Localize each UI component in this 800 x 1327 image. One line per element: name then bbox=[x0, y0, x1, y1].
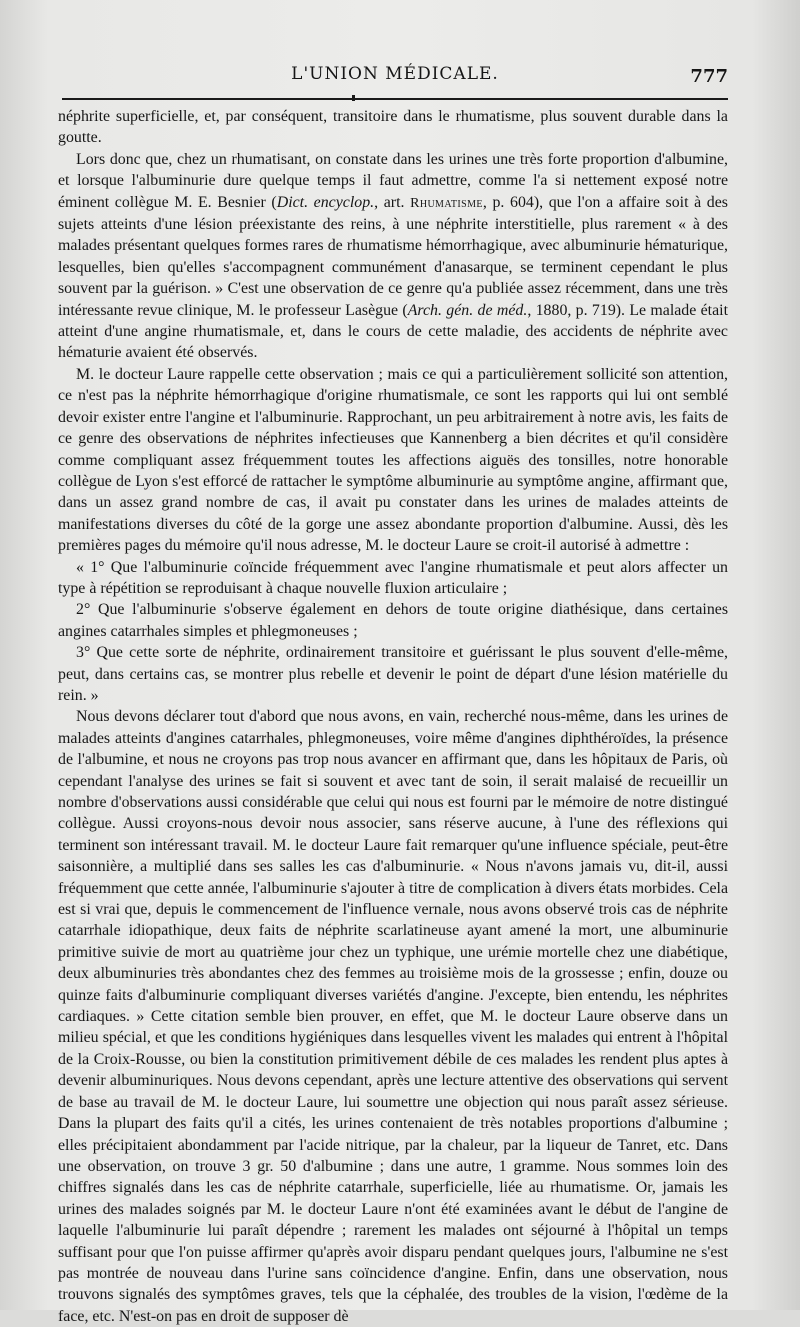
paragraph-besnier bbox=[58, 149, 728, 364]
page-number: 777 bbox=[690, 66, 728, 87]
text-run: Lors donc que, chez un rhumatisant, on constate dans les urines une très forte proportion d'albumine, et lorsque l'albuminurie dure quelque temps il faut admettre, comme l'a si nettement exposé notre éminent collègue M. E. Besnier ( bbox=[58, 150, 728, 211]
text-run: , p. 604), que l'on a affaire soit à des sujets atteints d'une lésion préexistante des reins, à une néphrite interstitielle, plus rarement « à des malades présentant quelques formes rares de rhumatisme hémorrhagique, avec albuminurie hématurique, lesquelles, bien qu'elles s'accompagnent communément d'anasarque, se terminent cependant le plus souvent par la guérison. » C'est une observation de ce genre qu'a publiée assez récemment, dans une très intéressante revue clinique, M. le professeur Lasègue ( bbox=[58, 193, 728, 319]
page-header bbox=[62, 62, 728, 92]
text-run: , art. bbox=[374, 193, 411, 211]
paragraph: néphrite superficielle, et, par conséquent, transitoire dans le rhumatisme, plus souvent durable dans la goutte. bbox=[58, 108, 728, 147]
citation-text: Dict. encyclop. bbox=[276, 193, 375, 211]
article-body bbox=[58, 106, 728, 1327]
citation-text: Arch. gén. de méd. bbox=[407, 301, 528, 319]
small-caps-text: Rhumatisme bbox=[410, 195, 483, 211]
running-title: L'UNION MÉDICALE. bbox=[291, 64, 499, 84]
paragraph: Nous devons déclarer tout d'abord que nous avons, en vain, recherché nous-même, dans les urines de malades atteints d'angines catarrhales, phlegmoneuses, voire même d'angines diphthéroïdes, la présence de l'albumine, et nous ne croyons pas trop nous avancer en affirmant que, dans les hôpitaux de Paris, où cependant l'analyse des urines se fait si souvent et avec tant de soin, il serait malaisé de recueillir un nombre d'observations aussi considérable que celui qui nous est fourni par le mémoire de notre distingué collègue. Aussi croyons-nous devoir nous associer, sans réserve aucune, à l'une des réflexions qui terminent son intéressant travail. M. le docteur Laure fait remarquer qu'une influence spéciale, peut-être saisonnière, a multiplié dans ses salles les cas d'albuminurie. « Nous n'avons jamais vu, dit-il, aussi fréquemment que cette année, l'albuminurie s'ajouter à titre de complication à divers états morbides. Cela est si vrai que, depuis le commencement de l'influence vernale, nous avons observé trois cas de néphrite catarrhale idiopathique, deux faits de néphrite scarlatineuse ayant amené la mort, une albuminurie primitive suivie de mort au quatrième jour chez un typhique, une urémie mortelle chez une diabétique, deux albuminuries très abondantes chez des femmes au troisième mois de la grossesse ; enfin, douze ou quinze faits d'albuminurie compliquant diverses variétés d'angine. J'excepte, bien entendu, les néphrites cardiaques. » Cette citation semble bien prouver, en effet, que M. le docteur Laure observe dans un milieu spécial, et que les conditions hygiéniques dans lesquelles vivent les malades qui entrent à l'hôpital de la Croix-Rousse, ou bien la constitution primitivement débile de ces malades les rendent plus aptes à devenir albuminuriques. Nous devons cependant, après une lecture attentive des observations qui servent de base au travail de M. le docteur Laure, lui soumettre une objection qui nous paraît assez sérieuse. Dans la plupart des faits qu'il a cités, les urines contenaient de très notables proportions d'albumine ; elles précipitaient abondamment par l'acide nitrique, par la chaleur, par la liqueur de Tanret, etc. Dans une observation, on trouve 3 gr. 50 d'albumine ; dans une autre, 1 gramme. Nous sommes loin des chiffres signalés dans les cas de néphrite catarrhale, superficielle, liée au rhumatisme. Or, jamais les urines des malades soignés par M. le docteur Laure n'ont été examinées avant le début de l'angine de laquelle l'albuminurie lui paraît dépendre ; rarement les malades ont séjourné à l'hôpital un temps suffisant pour que l'on puisse affirmer qu'après avoir disparu pendant quelques jours, l'albumine ne s'est pas montrée de nouveau dans l'urine sans coïncidence d'angine. Enfin, dans une observation, nous trouvons signalés des symptômes graves, tels que la céphalée, des troubles de la vision, l'œdème de la face, etc. N'est-on pas en droit de supposer dè bbox=[58, 708, 728, 1325]
quote-item-1: « 1° Que l'albuminurie coïncide fréquemment avec l'angine rhumatismale et peut alors affecter un type à répétition se reproduisant à chaque nouvelle fluxion articulaire ; bbox=[58, 558, 728, 597]
text-run: , 1880, p. 719). Le malade était atteint d'une angine rhumatismale, et, dans le cours de cette maladie, des accidents de néphrite avec hématurie avaient été observés. bbox=[58, 301, 728, 362]
quote-item-2: 2° Que l'albuminurie s'observe également en dehors de toute origine diathésique, dans certaines angines catarrhales simples et phlegmoneuses ; bbox=[58, 601, 728, 640]
quote-item-3: 3° Que cette sorte de néphrite, ordinairement transitoire et guérissant le plus souvent d'elle-même, peut, dans certains cas, se montrer plus rebelle et devenir le point de départ d'une lésion matérielle du rein. » bbox=[58, 644, 728, 704]
paragraph: M. le docteur Laure rappelle cette observation ; mais ce qui a particulièrement sollicité son attention, ce n'est pas la néphrite hémorrhagique d'origine rhumatismale, ce sont les rapports qui lui ont semblé devoir exister entre l'angine et l'albuminurie. Rapprochant, un peu arbitrairement à notre avis, les faits de ce genre des observations de néphrites infectieuses que Kannenberg a bien décrites et qu'il considère comme compliquant assez fréquemment toutes les affections aiguës des tonsilles, notre honorable collègue de Lyon s'est efforcé de rattacher le symptôme albuminurie au symptôme angine, affirmant que, dans un assez grand nombre de cas, il avait pu constater dans les urines de malades atteints de manifestations diverses du côté de la gorge une assez abondante proportion d'albumine. Aussi, dès les premières pages du mémoire qu'il nous adresse, M. le docteur Laure se croit-il autorisé à admettre : bbox=[58, 365, 728, 555]
header-rule bbox=[62, 98, 728, 100]
